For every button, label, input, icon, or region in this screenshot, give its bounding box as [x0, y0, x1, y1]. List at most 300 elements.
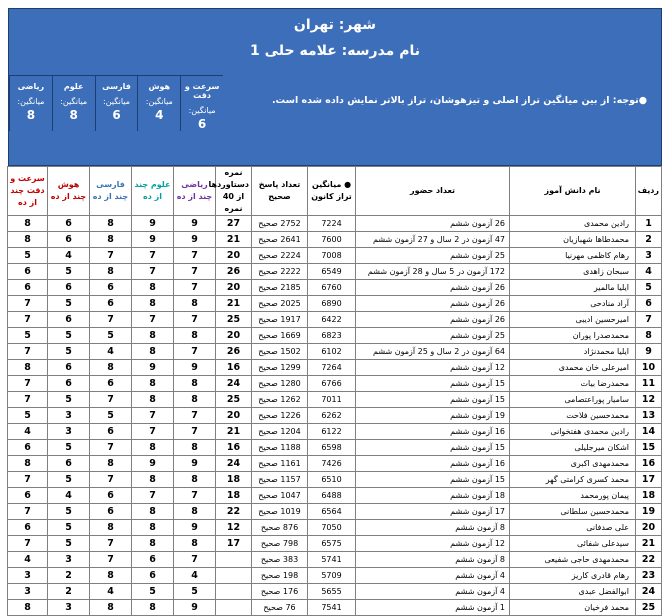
- farsi-score-cell: 5: [90, 328, 132, 344]
- math-score-cell: 7: [174, 280, 216, 296]
- achievement-cell: 18: [216, 488, 252, 504]
- achievement-cell: 24: [216, 376, 252, 392]
- achievement-cell: 21: [216, 232, 252, 248]
- farsi-score-cell: 8: [90, 360, 132, 376]
- score-cell: 6760: [308, 280, 356, 296]
- speed-score-cell: 5: [8, 328, 48, 344]
- student-name-cell: محمدمهدی حاجی شفیعی: [510, 552, 636, 568]
- iq-score-cell: 5: [48, 472, 90, 488]
- attendance-cell: 15 آزمون ششم: [356, 376, 510, 392]
- score-cell: 7426: [308, 456, 356, 472]
- science-score-cell: 7: [132, 408, 174, 424]
- math-score-cell: 8: [174, 504, 216, 520]
- score-cell: 7050: [308, 520, 356, 536]
- attendance-cell: 172 آزمون در 5 سال و 28 آزمون ششم: [356, 264, 510, 280]
- farsi-score-cell: 7: [90, 536, 132, 552]
- correct-count-cell: 2752 صحیح: [252, 216, 308, 232]
- math-score-cell: 7: [174, 248, 216, 264]
- rank-cell: 3: [636, 248, 662, 264]
- farsi-score-cell: 6: [90, 376, 132, 392]
- attendance-cell: 4 آزمون ششم: [356, 584, 510, 600]
- iq-score-cell: 6: [48, 232, 90, 248]
- student-name-cell: رهام قادری کاریز: [510, 568, 636, 584]
- farsi-score-cell: 6: [90, 504, 132, 520]
- correct-count-cell: 198 صحیح: [252, 568, 308, 584]
- science-score-cell: 8: [132, 520, 174, 536]
- iq-score-cell: 6: [48, 280, 90, 296]
- iq-score-cell: 5: [48, 344, 90, 360]
- math-score-cell: 8: [174, 472, 216, 488]
- subject-mean-math: [9, 75, 52, 131]
- farsi-score-cell: 8: [90, 232, 132, 248]
- col-header-science: علوم چند از ده: [132, 167, 174, 216]
- attendance-cell: 25 آزمون ششم: [356, 248, 510, 264]
- student-name-cell: محمدحسین فلاحت: [510, 408, 636, 424]
- correct-count-cell: 798 صحیح: [252, 536, 308, 552]
- table-row: [8, 376, 662, 392]
- table-row: [8, 568, 662, 584]
- science-score-cell: 7: [132, 488, 174, 504]
- col-header-farsi: فارسی چند از ده: [90, 167, 132, 216]
- note-text: ●توجه: از بین میانگین تراز اصلی و تیزهوشان، تراز بالاتر نمایش داده شده است.: [271, 95, 647, 106]
- student-name-cell: ایلیا مالمیر: [510, 280, 636, 296]
- achievement-cell: [216, 568, 252, 584]
- iq-score-cell: 3: [48, 600, 90, 616]
- student-name-cell: رادین محمدی هفتخوانی: [510, 424, 636, 440]
- iq-score-cell: 6: [48, 456, 90, 472]
- correct-count-cell: 1280 صحیح: [252, 376, 308, 392]
- attendance-cell: 12 آزمون ششم: [356, 360, 510, 376]
- col-header-correct: تعداد پاسخ صحیح: [252, 167, 308, 216]
- subject-mean-farsi: [95, 75, 138, 131]
- math-score-cell: 7: [174, 408, 216, 424]
- math-score-cell: 4: [174, 568, 216, 584]
- subject-name: علوم: [63, 82, 84, 91]
- score-cell: 7541: [308, 600, 356, 616]
- correct-count-cell: 1161 صحیح: [252, 456, 308, 472]
- iq-score-cell: 6: [48, 360, 90, 376]
- correct-count-cell: 2025 صحیح: [252, 296, 308, 312]
- achievement-cell: 20: [216, 328, 252, 344]
- correct-count-cell: 2641 صحیح: [252, 232, 308, 248]
- rank-cell: 10: [636, 360, 662, 376]
- achievement-cell: 21: [216, 296, 252, 312]
- school-title: نام مدرسه: علامه حلی 1: [249, 43, 420, 59]
- student-name-cell: محمدطاها شهبازیان: [510, 232, 636, 248]
- student-name-cell: محمدحسین سلطانی: [510, 504, 636, 520]
- table-body: [8, 216, 662, 616]
- iq-score-cell: 3: [48, 552, 90, 568]
- iq-score-cell: 5: [48, 440, 90, 456]
- rank-cell: 22: [636, 552, 662, 568]
- student-name-cell: رهام کاظمی مهرنیا: [510, 248, 636, 264]
- rank-cell: 11: [636, 376, 662, 392]
- speed-score-cell: 3: [8, 568, 48, 584]
- speed-score-cell: 8: [8, 360, 48, 376]
- speed-score-cell: 7: [8, 296, 48, 312]
- science-score-cell: 8: [132, 504, 174, 520]
- correct-count-cell: 176 صحیح: [252, 584, 308, 600]
- attendance-cell: 4 آزمون ششم: [356, 568, 510, 584]
- attendance-cell: 8 آزمون ششم: [356, 552, 510, 568]
- attendance-cell: 64 آزمون در 2 سال و 25 آزمون ششم: [356, 344, 510, 360]
- science-score-cell: 8: [132, 600, 174, 616]
- science-score-cell: 9: [132, 216, 174, 232]
- attendance-cell: 16 آزمون ششم: [356, 424, 510, 440]
- math-score-cell: 8: [174, 440, 216, 456]
- table-header-row: [8, 167, 662, 216]
- math-score-cell: 8: [174, 328, 216, 344]
- achievement-cell: 18: [216, 472, 252, 488]
- speed-score-cell: 6: [8, 520, 48, 536]
- subject-mean-value: 8: [26, 108, 36, 122]
- score-cell: 6262: [308, 408, 356, 424]
- correct-count-cell: 1157 صحیح: [252, 472, 308, 488]
- attendance-cell: 15 آزمون ششم: [356, 472, 510, 488]
- iq-score-cell: 6: [48, 216, 90, 232]
- subject-name: هوش: [148, 82, 171, 91]
- subject-name: ریاضی: [17, 82, 45, 91]
- table-row: [8, 520, 662, 536]
- score-cell: 6549: [308, 264, 356, 280]
- correct-count-cell: 1226 صحیح: [252, 408, 308, 424]
- science-score-cell: 8: [132, 328, 174, 344]
- science-score-cell: 7: [132, 264, 174, 280]
- score-cell: 6766: [308, 376, 356, 392]
- student-name-cell: ابوالفضل عبدی: [510, 584, 636, 600]
- score-cell: 5709: [308, 568, 356, 584]
- subject-means: [9, 75, 223, 131]
- table-row: [8, 536, 662, 552]
- speed-score-cell: 6: [8, 280, 48, 296]
- math-score-cell: 7: [174, 344, 216, 360]
- math-score-cell: 7: [174, 552, 216, 568]
- attendance-cell: 15 آزمون ششم: [356, 392, 510, 408]
- score-cell: 6102: [308, 344, 356, 360]
- farsi-score-cell: 7: [90, 392, 132, 408]
- subject-mean-label: میانگین:: [188, 106, 216, 115]
- score-cell: 7600: [308, 232, 356, 248]
- student-name-cell: محمد فرخیان: [510, 600, 636, 616]
- speed-score-cell: 5: [8, 408, 48, 424]
- correct-count-cell: 1669 صحیح: [252, 328, 308, 344]
- achievement-cell: 20: [216, 408, 252, 424]
- farsi-score-cell: 8: [90, 456, 132, 472]
- correct-count-cell: 1502 صحیح: [252, 344, 308, 360]
- subject-mean-value: 4: [155, 108, 164, 122]
- score-cell: 6823: [308, 328, 356, 344]
- rank-cell: 5: [636, 280, 662, 296]
- students-table: [7, 166, 662, 616]
- score-cell: 5655: [308, 584, 356, 600]
- achievement-cell: 20: [216, 280, 252, 296]
- table-row: [8, 504, 662, 520]
- iq-score-cell: 5: [48, 536, 90, 552]
- farsi-score-cell: 4: [90, 344, 132, 360]
- achievement-cell: 25: [216, 392, 252, 408]
- subject-mean-value: 8: [69, 108, 78, 122]
- science-score-cell: 8: [132, 440, 174, 456]
- math-score-cell: 8: [174, 392, 216, 408]
- farsi-score-cell: 6: [90, 424, 132, 440]
- score-cell: 6122: [308, 424, 356, 440]
- speed-score-cell: 7: [8, 504, 48, 520]
- rank-cell: 6: [636, 296, 662, 312]
- speed-score-cell: 7: [8, 312, 48, 328]
- subject-mean-iq: [137, 75, 180, 131]
- student-name-cell: پیمان پورمحمد: [510, 488, 636, 504]
- iq-score-cell: 6: [48, 312, 90, 328]
- farsi-score-cell: 6: [90, 280, 132, 296]
- iq-score-cell: 5: [48, 392, 90, 408]
- subject-mean-speed: [180, 75, 223, 131]
- science-score-cell: 7: [132, 312, 174, 328]
- score-cell: 6422: [308, 312, 356, 328]
- subject-mean-label: میانگین:: [17, 97, 45, 106]
- iq-score-cell: 6: [48, 376, 90, 392]
- rank-cell: 12: [636, 392, 662, 408]
- subject-name: فارسی: [102, 82, 131, 91]
- achievement-cell: 16: [216, 360, 252, 376]
- table-row: [8, 456, 662, 472]
- science-score-cell: 8: [132, 280, 174, 296]
- math-score-cell: 8: [174, 376, 216, 392]
- iq-score-cell: 5: [48, 520, 90, 536]
- score-cell: 5741: [308, 552, 356, 568]
- subject-mean-label: میانگین:: [60, 97, 88, 106]
- table-row: [8, 408, 662, 424]
- speed-score-cell: 4: [8, 424, 48, 440]
- student-name-cell: رادین محمدی: [510, 216, 636, 232]
- attendance-cell: 26 آزمون ششم: [356, 312, 510, 328]
- farsi-score-cell: 8: [90, 216, 132, 232]
- col-header-attendance: تعداد حضور: [356, 167, 510, 216]
- iq-score-cell: 5: [48, 264, 90, 280]
- attendance-cell: 17 آزمون ششم: [356, 504, 510, 520]
- table-row: [8, 584, 662, 600]
- student-name-cell: محمدصدرا پوران: [510, 328, 636, 344]
- farsi-score-cell: 6: [90, 488, 132, 504]
- score-cell: 6575: [308, 536, 356, 552]
- farsi-score-cell: 8: [90, 568, 132, 584]
- science-score-cell: 9: [132, 232, 174, 248]
- speed-score-cell: 7: [8, 536, 48, 552]
- rank-cell: 16: [636, 456, 662, 472]
- science-score-cell: 6: [132, 568, 174, 584]
- science-score-cell: 8: [132, 344, 174, 360]
- speed-score-cell: 7: [8, 472, 48, 488]
- science-score-cell: 5: [132, 584, 174, 600]
- achievement-cell: 16: [216, 440, 252, 456]
- achievement-cell: 27: [216, 216, 252, 232]
- rank-cell: 24: [636, 584, 662, 600]
- table-row: [8, 264, 662, 280]
- iq-score-cell: 2: [48, 584, 90, 600]
- iq-score-cell: 3: [48, 408, 90, 424]
- attendance-cell: 25 آزمون ششم: [356, 328, 510, 344]
- rank-cell: 2: [636, 232, 662, 248]
- science-score-cell: 8: [132, 392, 174, 408]
- correct-count-cell: 1917 صحیح: [252, 312, 308, 328]
- correct-count-cell: 76 صحیح: [252, 600, 308, 616]
- student-name-cell: ایلیا محمدنژاد: [510, 344, 636, 360]
- col-header-name: نام دانش آموز: [510, 167, 636, 216]
- farsi-score-cell: 8: [90, 264, 132, 280]
- col-header-rank: ردیف: [636, 167, 662, 216]
- report-sheet: [8, 8, 662, 616]
- speed-score-cell: 7: [8, 344, 48, 360]
- table-row: [8, 312, 662, 328]
- student-name-cell: امیرعلی خان محمدی: [510, 360, 636, 376]
- subject-mean-value: 6: [197, 117, 207, 131]
- math-score-cell: 5: [174, 584, 216, 600]
- achievement-cell: [216, 552, 252, 568]
- speed-score-cell: 3: [8, 584, 48, 600]
- score-cell: 7011: [308, 392, 356, 408]
- speed-score-cell: 4: [8, 552, 48, 568]
- iq-score-cell: 5: [48, 296, 90, 312]
- score-cell: 6488: [308, 488, 356, 504]
- rank-cell: 23: [636, 568, 662, 584]
- math-score-cell: 9: [174, 360, 216, 376]
- speed-score-cell: 6: [8, 440, 48, 456]
- score-cell: 7224: [308, 216, 356, 232]
- achievement-cell: 21: [216, 424, 252, 440]
- farsi-score-cell: 7: [90, 312, 132, 328]
- iq-score-cell: 3: [48, 424, 90, 440]
- report-header: [8, 8, 662, 166]
- rank-cell: 4: [636, 264, 662, 280]
- farsi-score-cell: 7: [90, 248, 132, 264]
- table-row: [8, 296, 662, 312]
- speed-score-cell: 5: [8, 248, 48, 264]
- correct-count-cell: 1262 صحیح: [252, 392, 308, 408]
- achievement-cell: 20: [216, 248, 252, 264]
- rank-cell: 14: [636, 424, 662, 440]
- rank-cell: 9: [636, 344, 662, 360]
- farsi-score-cell: 5: [90, 408, 132, 424]
- table-row: [8, 328, 662, 344]
- attendance-cell: 26 آزمون ششم: [356, 280, 510, 296]
- col-header-achievements: نمره دستاوردها از 40 نمره: [216, 167, 252, 216]
- achievement-cell: 24: [216, 456, 252, 472]
- table-row: [8, 424, 662, 440]
- math-score-cell: 9: [174, 456, 216, 472]
- table-row: [8, 216, 662, 232]
- speed-score-cell: 7: [8, 392, 48, 408]
- col-header-speed: سرعت و دقت چند از ده: [8, 167, 48, 216]
- subject-name: سرعت و دقت: [184, 82, 220, 100]
- correct-count-cell: 876 صحیح: [252, 520, 308, 536]
- student-name-cell: سیدعلی شفائی: [510, 536, 636, 552]
- math-score-cell: 9: [174, 520, 216, 536]
- speed-score-cell: 7: [8, 376, 48, 392]
- math-score-cell: 7: [174, 264, 216, 280]
- speed-score-cell: 8: [8, 232, 48, 248]
- table-row: [8, 440, 662, 456]
- speed-score-cell: 8: [8, 600, 48, 616]
- math-score-cell: 9: [174, 216, 216, 232]
- math-score-cell: 8: [174, 296, 216, 312]
- rank-cell: 21: [636, 536, 662, 552]
- rank-cell: 1: [636, 216, 662, 232]
- rank-cell: 15: [636, 440, 662, 456]
- rank-cell: 20: [636, 520, 662, 536]
- rank-cell: 13: [636, 408, 662, 424]
- table-row: [8, 488, 662, 504]
- achievement-cell: [216, 584, 252, 600]
- subject-mean-label: میانگین:: [145, 97, 173, 106]
- science-score-cell: 8: [132, 472, 174, 488]
- iq-score-cell: 2: [48, 568, 90, 584]
- subject-mean-label: میانگین:: [103, 97, 130, 106]
- student-name-cell: اشکان میرجلیلی: [510, 440, 636, 456]
- science-score-cell: 9: [132, 360, 174, 376]
- score-cell: 6890: [308, 296, 356, 312]
- score-cell: 7264: [308, 360, 356, 376]
- iq-score-cell: 5: [48, 328, 90, 344]
- score-cell: 6510: [308, 472, 356, 488]
- speed-score-cell: 6: [8, 488, 48, 504]
- table-row: [8, 472, 662, 488]
- student-name-cell: سبحان زاهدی: [510, 264, 636, 280]
- science-score-cell: 8: [132, 296, 174, 312]
- math-score-cell: 7: [174, 424, 216, 440]
- col-header-iq: هوش چند از ده: [48, 167, 90, 216]
- farsi-score-cell: 8: [90, 520, 132, 536]
- farsi-score-cell: 4: [90, 584, 132, 600]
- table-row: [8, 280, 662, 296]
- rank-cell: 17: [636, 472, 662, 488]
- table-row: [8, 392, 662, 408]
- subject-mean-value: 6: [112, 108, 121, 122]
- achievement-cell: 12: [216, 520, 252, 536]
- farsi-score-cell: 8: [90, 600, 132, 616]
- math-score-cell: 9: [174, 232, 216, 248]
- correct-count-cell: 383 صحیح: [252, 552, 308, 568]
- student-name-cell: سامیار پوراعتصامی: [510, 392, 636, 408]
- table-row: [8, 600, 662, 616]
- attendance-cell: 16 آزمون ششم: [356, 456, 510, 472]
- student-name-cell: محمدرضا بیات: [510, 376, 636, 392]
- student-name-cell: علی صدفانی: [510, 520, 636, 536]
- achievement-cell: 26: [216, 264, 252, 280]
- science-score-cell: 8: [132, 536, 174, 552]
- achievement-cell: 25: [216, 312, 252, 328]
- correct-count-cell: 1188 صحیح: [252, 440, 308, 456]
- rank-cell: 8: [636, 328, 662, 344]
- city-title: شهر: تهران: [293, 17, 377, 33]
- student-name-cell: امیرحسین ادیبی: [510, 312, 636, 328]
- math-score-cell: 8: [174, 536, 216, 552]
- score-cell: 7008: [308, 248, 356, 264]
- student-name-cell: محمدمهدی اکبری: [510, 456, 636, 472]
- iq-score-cell: 4: [48, 488, 90, 504]
- col-header-math: ریاضی چند از ده: [174, 167, 216, 216]
- correct-count-cell: 1299 صحیح: [252, 360, 308, 376]
- science-score-cell: 9: [132, 456, 174, 472]
- science-score-cell: 7: [132, 424, 174, 440]
- rank-cell: 18: [636, 488, 662, 504]
- attendance-cell: 26 آزمون ششم: [356, 296, 510, 312]
- table-row: [8, 248, 662, 264]
- student-name-cell: آراد منادحی: [510, 296, 636, 312]
- farsi-score-cell: 7: [90, 440, 132, 456]
- science-score-cell: 7: [132, 248, 174, 264]
- score-cell: 6564: [308, 504, 356, 520]
- attendance-cell: 12 آزمون ششم: [356, 536, 510, 552]
- student-name-cell: محمد کسری کرامتی گهر: [510, 472, 636, 488]
